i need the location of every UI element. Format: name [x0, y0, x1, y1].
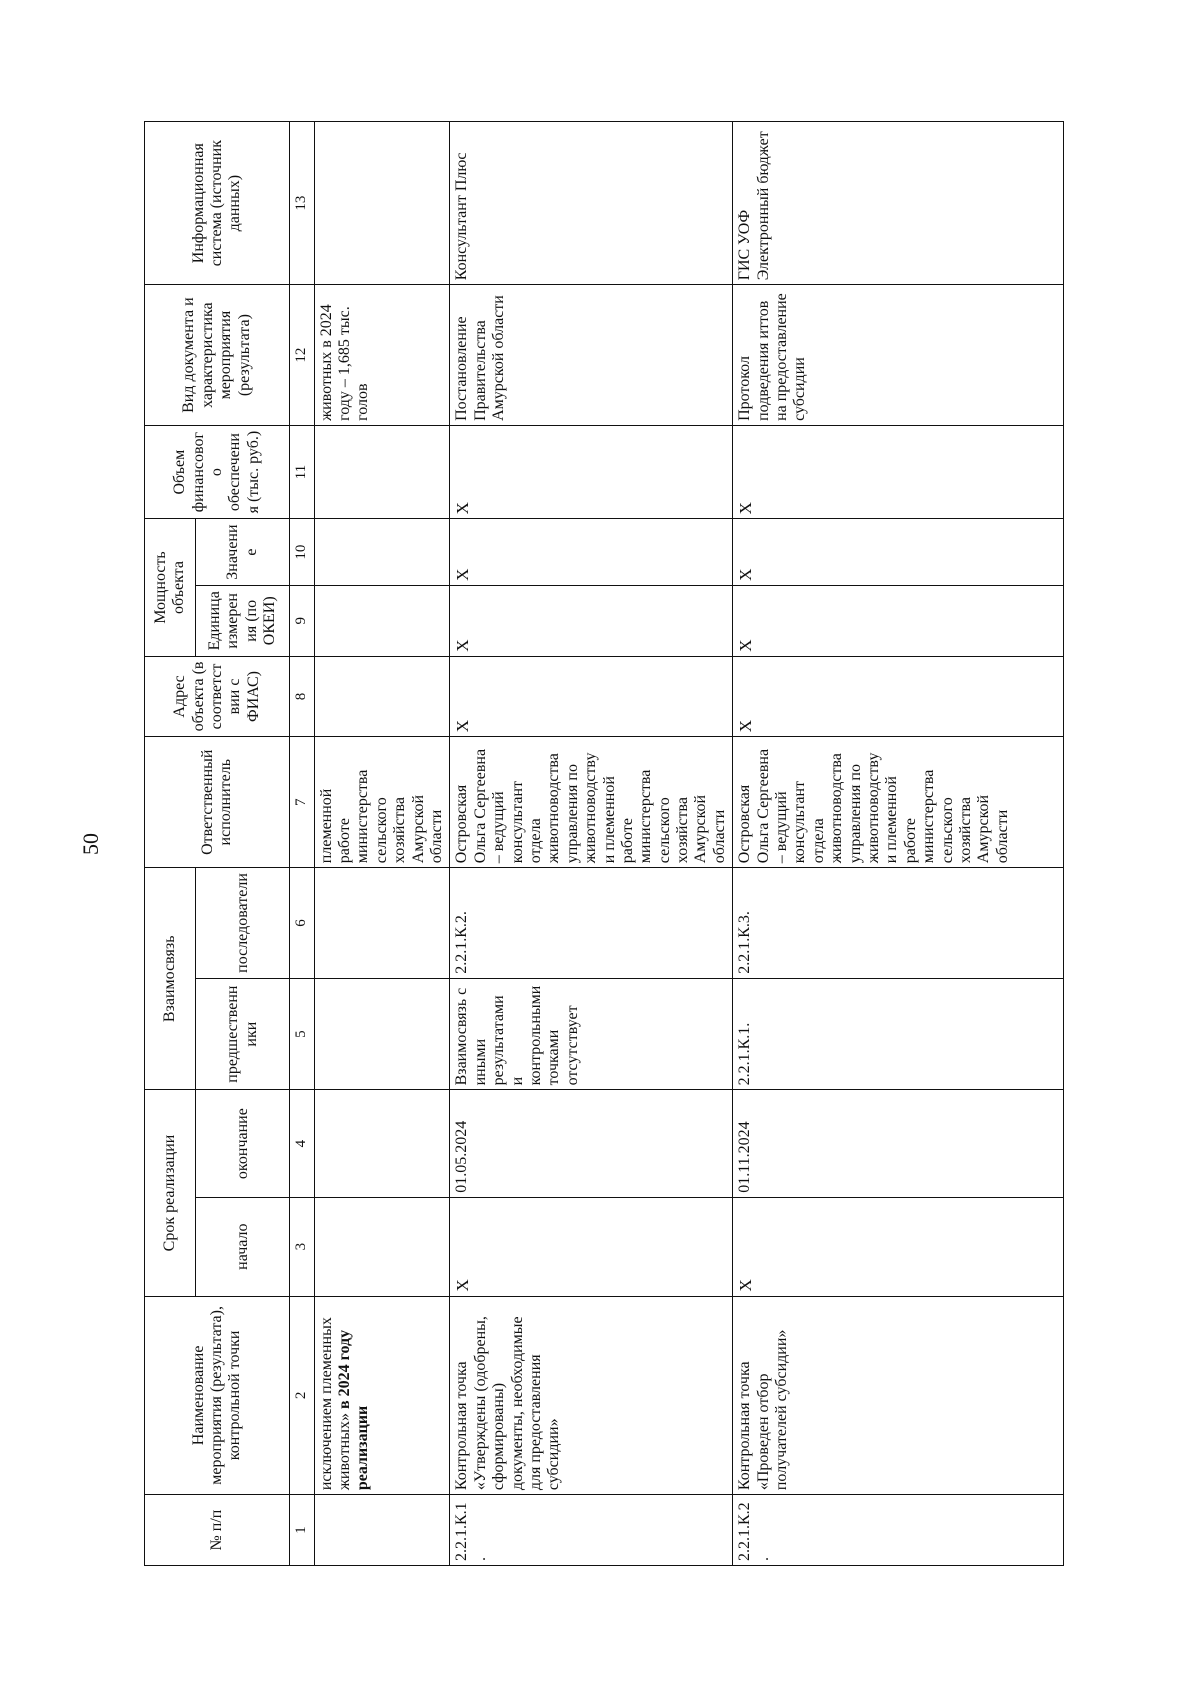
header-name: Наименование мероприятия (результата), контрольной точки [145, 1296, 290, 1495]
row-successors: 2.2.1.К.3. [733, 868, 1064, 979]
page-number: 50 [78, 833, 103, 855]
row-name [733, 1296, 1064, 1495]
row-unit: X [733, 585, 1064, 656]
header-power: Мощность объекта [145, 519, 196, 656]
column-number: 10 [290, 519, 314, 586]
header-end: окончание [196, 1090, 290, 1197]
row-name-bold-text: в 2024 году реализации [336, 1329, 372, 1491]
table-row [314, 122, 450, 1566]
row-name-text: исключением племенных животных» [317, 1317, 354, 1491]
row-end: 01.11.2024 [733, 1090, 1064, 1197]
column-number: 13 [290, 122, 314, 285]
row-document: животных в 2024 году – 1,685 тыс. голов [314, 285, 450, 426]
header-link: Взаимосвязь [145, 868, 196, 1090]
row-num: 2.2.1.К.1. [450, 1495, 733, 1566]
row-predecessors: Взаимосвязь с иными результатами и контрольными точками отсутствует [450, 978, 733, 1090]
row-unit: X [450, 585, 733, 656]
row-value: X [450, 519, 733, 586]
row-address: X [733, 656, 1064, 737]
header-row-1 [145, 122, 196, 1566]
row-predecessors: 2.2.1.К.1. [733, 978, 1064, 1090]
plan-table [144, 121, 1064, 1566]
row-document: Протокол подведения иттов на предоставление субсидии [733, 285, 1064, 426]
row-info-system: Консультант Плюс [450, 122, 733, 285]
column-number: 4 [290, 1090, 314, 1197]
row-address [314, 656, 450, 737]
column-number-row [290, 122, 314, 1566]
row-name-text: Контрольная точка «Проведен отбор получателей субсидии» [736, 1329, 791, 1491]
row-name-text: Контрольная точка «Утверждены (одобрены, сформированы) документы, необходимые для предоставления субсидии» [453, 1316, 563, 1491]
row-info-system: ГИС УОФ Электронный бюджет [733, 122, 1064, 285]
row-info-system [314, 122, 450, 285]
row-name [450, 1296, 733, 1495]
row-finance: X [733, 425, 1064, 518]
header-successors: последователи [196, 868, 290, 979]
row-finance [314, 425, 450, 518]
header-info-system: Информационная система (источник данных) [145, 122, 290, 285]
row-end: 01.05.2024 [450, 1090, 733, 1197]
row-address: X [450, 656, 733, 737]
table-row [450, 122, 733, 1566]
column-number: 1 [290, 1495, 314, 1566]
column-number: 9 [290, 585, 314, 656]
row-start [314, 1197, 450, 1296]
row-start: X [450, 1197, 733, 1296]
header-predecessors: предшественники [196, 978, 290, 1090]
column-number: 6 [290, 868, 314, 979]
column-number: 5 [290, 978, 314, 1090]
row-end [314, 1090, 450, 1197]
header-finance: Объем финансового обеспечения (тыс. руб.) [145, 425, 290, 518]
row-num [314, 1495, 450, 1566]
rotated-table-container [144, 121, 1064, 1566]
column-number: 7 [290, 737, 314, 868]
header-address: Адрес объекта (в соответствии с ФИАС) [145, 656, 290, 737]
header-num: № п/п [145, 1495, 290, 1566]
row-responsible: Островская Ольга Сергеевна – ведущий консультант отдела животноводства управления по животноводству и племенной работе министерства сельского хозяйства Амурской области [450, 737, 733, 868]
column-number: 11 [290, 425, 314, 518]
row-document: Постановление Правительства Амурской области [450, 285, 733, 426]
row-finance: X [450, 425, 733, 518]
row-start: X [733, 1197, 1064, 1296]
header-document: Вид документа и характеристика мероприятия (результата) [145, 285, 290, 426]
row-successors [314, 868, 450, 979]
row-predecessors [314, 978, 450, 1090]
row-successors: 2.2.1.К.2. [450, 868, 733, 979]
column-number: 3 [290, 1197, 314, 1296]
header-term: Срок реализации [145, 1090, 196, 1296]
row-responsible: племенной работе министерства сельского хозяйства Амурской области [314, 737, 450, 868]
row-name [314, 1296, 450, 1495]
row-num: 2.2.1.К.2. [733, 1495, 1064, 1566]
table-row [733, 122, 1064, 1566]
header-start: начало [196, 1197, 290, 1296]
column-number: 12 [290, 285, 314, 426]
row-responsible: Островская Ольга Сергеевна – ведущий консультант отдела животноводства управления по животноводству и племенной работе министерства сельского хозяйства Амурской области [733, 737, 1064, 868]
header-value: Значение [196, 519, 290, 586]
header-responsible: Ответственный исполнитель [145, 737, 290, 868]
header-unit: Единица измерения (по ОКЕИ) [196, 585, 290, 656]
column-number: 2 [290, 1296, 314, 1495]
column-number: 8 [290, 656, 314, 737]
row-value [314, 519, 450, 586]
row-unit [314, 585, 450, 656]
row-value: X [733, 519, 1064, 586]
